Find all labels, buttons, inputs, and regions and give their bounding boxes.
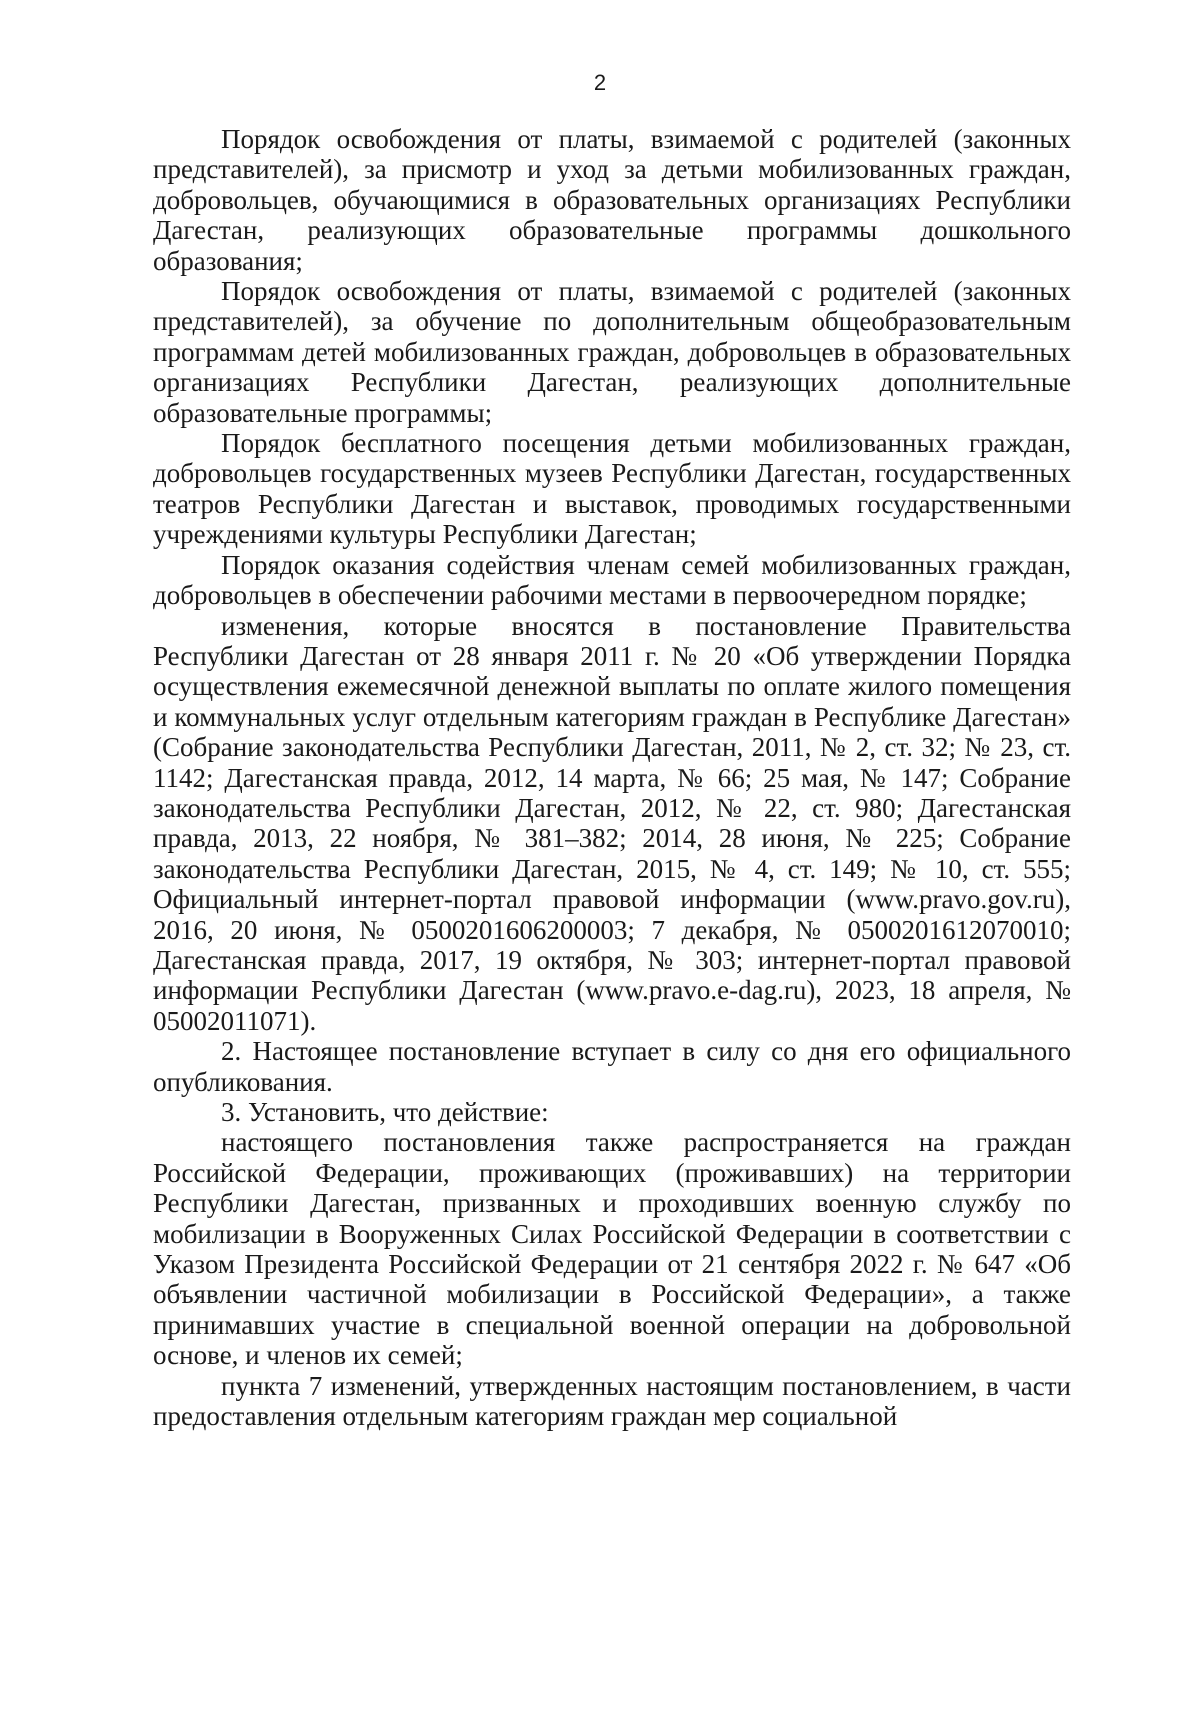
paragraph: Порядок освобождения от платы, взимаемой с родителей (законных представителей), за присмотр и уход за детьми мобилизованных граждан, добровольцев, обучающимися в образовательных организациях Республики Дагестан, реализующих образовательные программы дошкольного образования; [153, 124, 1071, 276]
document-body [153, 124, 1071, 1431]
paragraph: пункта 7 изменений, утвержденных настоящим постановлением, в части предоставления отдельным категориям граждан мер социальной [153, 1370, 1071, 1432]
paragraph: изменения, которые вносятся в постановление Правительства Республики Дагестан от 28 января 2011 г. № 20 «Об утверждении Порядка осуществления ежемесячной денежной выплаты по оплате жилого помещения и коммунальных услуг отдельным категориям граждан в Республике Дагестан» (Собрание законодательства Республики Дагестан, 2011, № 2, ст. 32; № 23, ст. 1142; Дагестанская правда, 2012, 14 марта, № 66; 25 мая, № 147; Собрание законодательства Республики Дагестан, 2012, № 22, ст. 980; Дагестанская правда, 2013, 22 ноября, № 381–382; 2014, 28 июня, № 225; Собрание законодательства Республики Дагестан, 2015, № 4, ст. 149; № 10, ст. 555; Официальный интернет-портал правовой информации (www.pravo.gov.ru), 2016, 20 июня, № 0500201606200003; 7 декабря, № 0500201612070010; Дагестанская правда, 2017, 19 октября, № 303; интернет-портал правовой информации Республики Дагестан (www.pravo.e-dag.ru), 2023, 18 апреля, № 05002011071). [153, 610, 1071, 1036]
paragraph: 3. Установить, что действие: [221, 1097, 549, 1127]
paragraph: Порядок бесплатного посещения детьми мобилизованных граждан, добровольцев государственных музеев Республики Дагестан, государственных театров Республики Дагестан и выставок, проводимых государственными учреждениями культуры Республики Дагестан; [153, 428, 1071, 550]
paragraph: Порядок оказания содействия членам семей мобилизованных граждан, добровольцев в обеспечении рабочими местами в первоочередном порядке; [153, 549, 1071, 611]
page-number: 2 [593, 70, 607, 95]
paragraph: 2. Настоящее постановление вступает в силу со дня его официального опубликования. [153, 1036, 1071, 1097]
paragraph: настоящего постановления также распространяется на граждан Российской Федерации, проживающих (проживавших) на территории Республики Дагестан, призванных и проходивших военную службу по мобилизации в Вооруженных Силах Российской Федерации в соответствии с Указом Президента Российской Федерации от 21 сентября 2022 г. № 647 «Об объявлении частичной мобилизации в Российской Федерации», а также принимавших участие в специальной военной операции на добровольной основе, и членов их семей; [153, 1127, 1071, 1371]
paragraph: Порядок освобождения от платы, взимаемой с родителей (законных представителей), за обучение по дополнительным общеобразовательным программам детей мобилизованных граждан, добровольцев в образовательных организациях Республики Дагестан, реализующих дополнительные образовательные программы; [153, 276, 1071, 428]
